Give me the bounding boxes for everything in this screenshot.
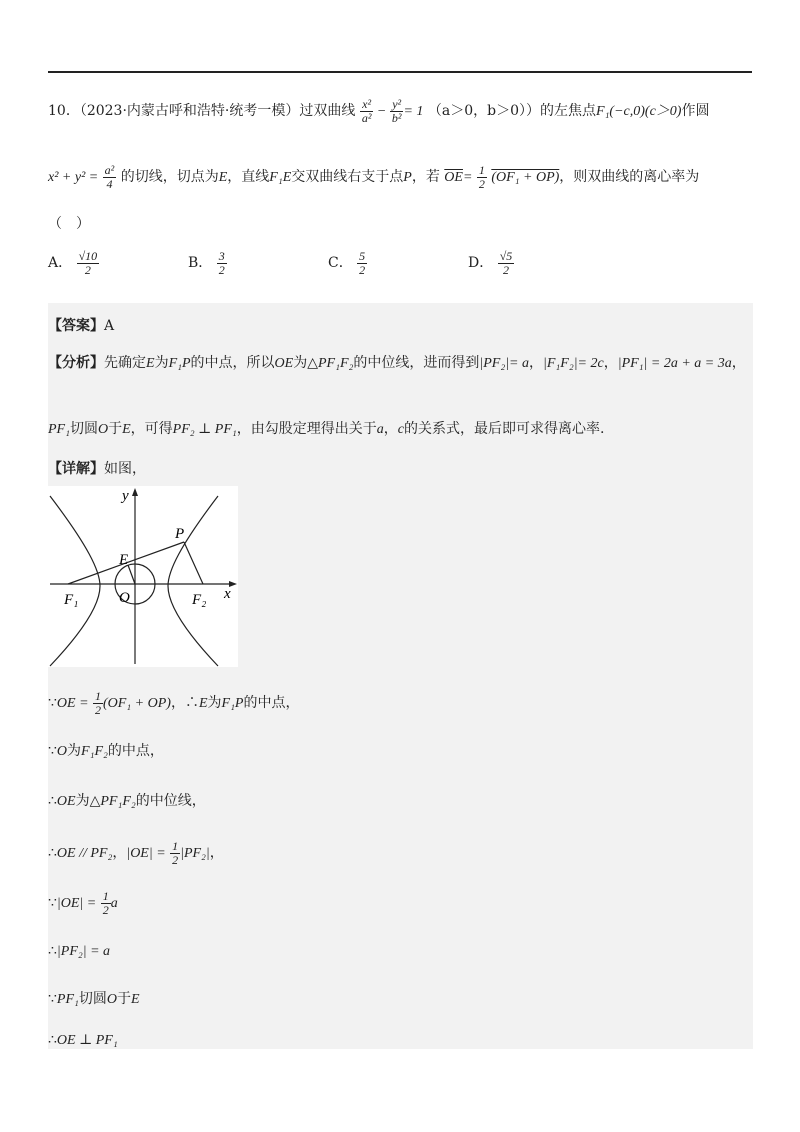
step-text: 为△ (75, 793, 101, 809)
step-text: 的中位线， (135, 793, 206, 809)
answer-blank: （ ） (48, 216, 90, 232)
step-text: 的中点， (107, 743, 164, 759)
option-b[interactable] (188, 250, 227, 276)
circle-frac: $\frac{\text{a²}}{4}$ (104, 163, 115, 191)
step-math: F₁F₂ (81, 744, 108, 759)
answer-tag: 【答案】 (48, 318, 104, 334)
point-e: E (218, 170, 228, 186)
step-text: 为 (207, 695, 222, 712)
step-math: E (131, 992, 140, 1007)
step-1 (48, 690, 300, 716)
math-f1p: F₁P (168, 356, 191, 371)
step-text: 为 (67, 743, 82, 759)
f2-label: F₂ (192, 592, 207, 608)
p-label: P (175, 526, 185, 542)
half-frac: $\frac{1}{2}$ (478, 163, 485, 191)
step-7 (48, 988, 140, 1008)
y-label: y (122, 488, 129, 504)
option-value: $\frac{3}{2}$ (218, 249, 225, 277)
circle-eq: x² + y² = (48, 170, 99, 186)
step-math: PF₁F₂ (100, 794, 136, 809)
step-math: OE (56, 794, 76, 809)
analysis-text: 先确定 (104, 355, 146, 371)
step-math: |OE| = (126, 846, 166, 862)
analysis-text: ， (529, 355, 544, 371)
option-value: $\frac{5}{2}$ (359, 249, 366, 277)
step-math: E (198, 696, 208, 712)
step-3 (48, 790, 206, 810)
answer-value: A (104, 318, 115, 334)
figure-svg (48, 486, 238, 667)
question-text: ，则双曲线的离心率为 (559, 169, 700, 186)
detail-text: 如图， (104, 461, 146, 477)
analysis-text: ， (731, 355, 746, 371)
question-text: 作圆 (681, 103, 710, 120)
step-math: (OF₁ + OP) (102, 696, 171, 712)
o-label: O (119, 590, 130, 606)
question-text: 的切线，切点为 (120, 169, 219, 186)
analysis-text: 的中位线，进而得到 (353, 355, 480, 371)
equals-sign: = (462, 170, 473, 186)
hyperbola-figure (48, 486, 238, 667)
option-value: $\frac{√10}{2}$ (78, 249, 98, 277)
math-pf1: |PF₁| = 2a + a = 3a (617, 356, 732, 371)
y-axis-arrow (132, 488, 138, 496)
step-5 (48, 890, 118, 916)
step-8 (48, 1032, 118, 1049)
point-p: P (403, 170, 412, 186)
x-label: x (224, 586, 231, 602)
question-number: 10． (48, 103, 80, 120)
step-6 (48, 943, 110, 960)
analysis-text: ， (383, 421, 398, 437)
vector-oe: $\overline{OE}$ (444, 170, 463, 186)
analysis-text: ， (603, 355, 618, 371)
step-math: PF₁ (56, 992, 79, 1007)
f1-label: F₁ (64, 592, 79, 608)
step-symbol: ∵ (48, 895, 57, 912)
step-frac: $\frac{1}{2}$ (94, 689, 101, 717)
math-triangle: PF₁F₂ (318, 356, 354, 371)
hyperbola-rhs: = 1 (403, 104, 424, 120)
step-math: |PF₂| = a (56, 944, 111, 959)
math-pf2: |PF₂|= a (479, 356, 530, 371)
option-label: D． (468, 255, 494, 272)
step-symbol: ∴ (48, 845, 57, 862)
math-oe: OE (274, 356, 294, 371)
step-2 (48, 740, 164, 760)
vector-sum: (OF₁ + OP) (491, 170, 560, 186)
detail-tag: 【详解】 (48, 461, 104, 477)
step-symbol: ∵ (48, 991, 57, 1007)
option-c[interactable] (328, 250, 367, 276)
question-text: 过双曲线 (299, 103, 356, 120)
step-text: ，∴ (170, 695, 199, 712)
line-oe (128, 565, 135, 584)
focus-f1: F₁(−c,0)(c＞0) (596, 104, 682, 120)
analysis-text: 为 (154, 355, 169, 371)
step-4 (48, 840, 224, 866)
step-text: ， (209, 845, 224, 862)
math-e: E (146, 356, 155, 371)
line-pf2 (184, 542, 203, 584)
step-math: OE = (56, 696, 89, 712)
answer-line (48, 315, 114, 335)
step-math: a (110, 896, 118, 912)
analysis-line-1 (48, 352, 746, 372)
step-math: |OE| = (56, 896, 97, 912)
step-text: 的中点， (243, 695, 300, 712)
math-c: c (397, 422, 404, 437)
analysis-tag: 【分析】 (48, 355, 104, 371)
step-frac: $\frac{1}{2}$ (172, 839, 179, 867)
question-text: 交双曲线右支于点 (291, 169, 404, 186)
option-d[interactable] (468, 250, 514, 276)
step-math: |PF₂| (180, 846, 210, 862)
math-perp: PF₂ ⊥ PF₁ (172, 422, 237, 437)
e-label: E (119, 552, 129, 568)
option-value: $\frac{√5}{2}$ (499, 249, 513, 277)
question-line-2 (48, 164, 699, 190)
hyperbola-frac-x: $\frac{\text{x²}}{\text{a²}}$ (361, 97, 372, 125)
analysis-text: ，由勾股定理得出关于 (236, 421, 377, 437)
step-symbol: ∴ (48, 943, 57, 959)
analysis-text: 的中点，所以 (190, 355, 275, 371)
math-a: a (376, 422, 384, 437)
hyperbola-right-branch (168, 496, 218, 666)
line-fe: F₁E (269, 170, 292, 186)
step-text: 切圆 (78, 991, 107, 1007)
analysis-line-2 (48, 418, 604, 438)
step-math: F₁P (221, 696, 244, 712)
analysis-text: 的关系式，最后即可求得离心率. (404, 421, 605, 437)
detail-line (48, 458, 146, 478)
option-label: C． (328, 255, 353, 272)
math-f1f2: |F₁F₂|= 2c (543, 356, 604, 371)
math-o: O (97, 422, 109, 437)
math-e: E (122, 422, 131, 437)
analysis-text: 切圆 (69, 421, 98, 437)
hyperbola-frac-y: $\frac{\text{y²}}{\text{b²}}$ (391, 97, 402, 125)
analysis-text: 为△ (293, 355, 318, 371)
question-source: （2023·内蒙古呼和浩特·统考一模） (79, 103, 300, 120)
math-pf1: PF₁ (48, 422, 70, 437)
solution-panel (48, 303, 753, 1049)
step-text: 于 (117, 991, 132, 1007)
question-conditions: （a＞0，b＞0））的左焦点 (427, 103, 597, 120)
analysis-text: ，可得 (130, 421, 173, 437)
step-math: O (106, 992, 118, 1007)
step-symbol: ∵ (48, 743, 57, 759)
step-frac: $\frac{1}{2}$ (102, 889, 109, 917)
question-line-1: 10．（2023·内蒙古呼和浩特·统考一模）过双曲线 $\frac{\text{x²}}{\text{a²}}$ − $\frac{\text{y²}}{\text{b²}}$ = 1 （a＞0，b＞0））的左焦点F₁(−c,0)(c＞0)作圆 (48, 97, 710, 125)
step-math: OE // PF₂ (56, 846, 113, 862)
step-text: ， (112, 845, 127, 862)
question-text: ，若 (411, 169, 440, 186)
analysis-text: 于 (108, 421, 123, 437)
step-symbol: ∴ (48, 1032, 57, 1048)
option-label: B． (188, 255, 213, 272)
step-math: O (56, 744, 68, 759)
step-symbol: ∴ (48, 793, 57, 809)
top-rule (48, 71, 752, 73)
option-a[interactable] (48, 250, 99, 276)
option-label: A． (48, 255, 73, 272)
step-symbol: ∵ (48, 695, 57, 712)
question-text: ，直线 (227, 169, 270, 186)
step-math: OE ⊥ PF₁ (56, 1033, 118, 1048)
